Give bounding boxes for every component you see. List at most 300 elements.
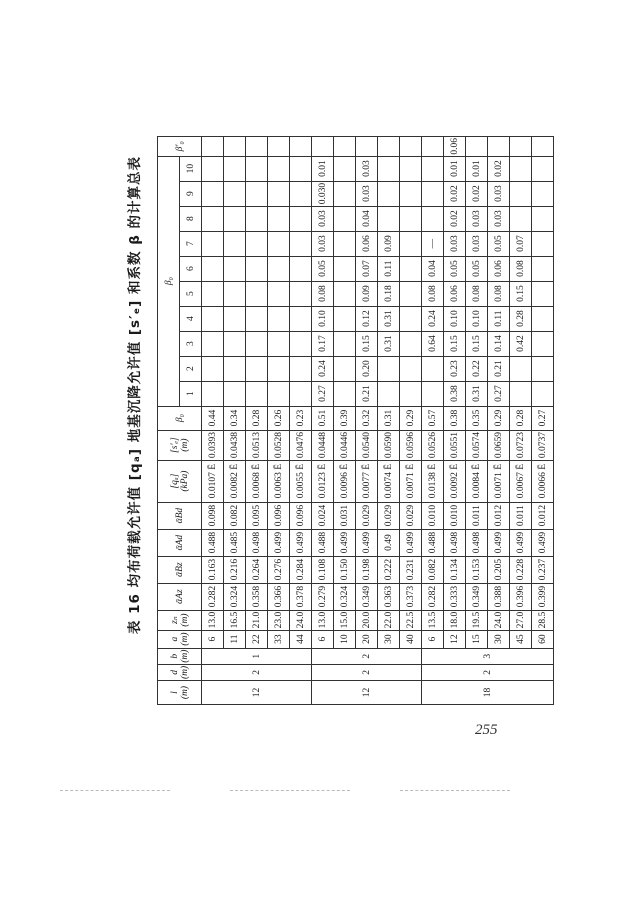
cell-z-7: 0.03	[444, 231, 466, 256]
cell-z-3: 0.14	[488, 331, 510, 356]
cell-z-7: 0.06	[356, 231, 378, 256]
cell-aAd: 0.498	[444, 529, 466, 556]
cell-zn: 13.0	[202, 610, 224, 630]
cell-z-5	[290, 281, 312, 306]
cell-z-9	[224, 181, 246, 206]
cell-a: 30	[488, 630, 510, 648]
cell-z-4	[202, 306, 224, 331]
cell-z-3: 0.15	[444, 331, 466, 356]
cell-z-9: 0.02	[444, 181, 466, 206]
cell-beta0-prime	[488, 136, 510, 156]
table-row	[246, 136, 268, 704]
cell-beta0-prime	[268, 136, 290, 156]
cell-a: 11	[224, 630, 246, 648]
cell-z-5: 0.18	[378, 281, 400, 306]
cell-se: 0.0528	[268, 430, 290, 460]
cell-z-3: 0.42	[510, 331, 532, 356]
cell-z-2: 0.21	[488, 356, 510, 381]
cell-aBd: 0.095	[246, 502, 268, 529]
cell-z-7	[290, 231, 312, 256]
cell-aBz: 0.153	[466, 556, 488, 583]
cell-se: 0.0526	[422, 430, 444, 460]
cell-z-1	[246, 381, 268, 406]
cell-z-2	[532, 356, 554, 381]
cell-aAd: 0.49	[378, 529, 400, 556]
cell-z-6	[224, 256, 246, 281]
cell-z-7: —	[422, 231, 444, 256]
scan-dash-middle	[230, 790, 350, 791]
cell-aBz: 0.231	[400, 556, 422, 583]
header-z-8: 8	[180, 206, 202, 231]
cell-z-7	[400, 231, 422, 256]
cell-z-9	[202, 181, 224, 206]
cell-aAd: 0.499	[290, 529, 312, 556]
cell-qa: 0.0063 Ē	[268, 460, 290, 502]
cell-z-4	[400, 306, 422, 331]
cell-z-9	[378, 181, 400, 206]
cell-z-1	[268, 381, 290, 406]
cell-z-7	[202, 231, 224, 256]
cell-z-4: 0.10	[466, 306, 488, 331]
table-row	[444, 136, 466, 704]
cell-z-3	[202, 331, 224, 356]
table-row	[334, 136, 356, 704]
cell-z-9	[510, 181, 532, 206]
cell-aAz: 0.373	[400, 583, 422, 610]
header-z-4: 4	[180, 306, 202, 331]
cell-z-10	[290, 156, 312, 181]
cell-z-5: 0.09	[356, 281, 378, 306]
cell-z-5	[334, 281, 356, 306]
cell-z-3: 0.31	[378, 331, 400, 356]
cell-aBd: 0.011	[466, 502, 488, 529]
cell-aAz: 0.324	[334, 583, 356, 610]
cell-qa: 0.0071 Ē	[400, 460, 422, 502]
cell-se: 0.0574	[466, 430, 488, 460]
scan-dash-left	[60, 790, 170, 791]
cell-aAd: 0.499	[268, 529, 290, 556]
cell-aAd: 0.499	[400, 529, 422, 556]
cell-b0: 0.29	[488, 406, 510, 430]
cell-beta0-prime	[202, 136, 224, 156]
cell-qa: 0.0074 Ē	[378, 460, 400, 502]
cell-z-8	[378, 206, 400, 231]
cell-z-2: 0.22	[466, 356, 488, 381]
cell-z-9	[400, 181, 422, 206]
cell-z-6: 0.04	[422, 256, 444, 281]
cell-aBz: 0.198	[356, 556, 378, 583]
cell-z-6	[246, 256, 268, 281]
cell-qa: 0.0071 Ē	[488, 460, 510, 502]
cell-se: 0.0737	[532, 430, 554, 460]
cell-z-3	[290, 331, 312, 356]
cell-aAz: 0.333	[444, 583, 466, 610]
cell-z-3: 0.64	[422, 331, 444, 356]
header-d: d (m)	[158, 664, 202, 680]
cell-z-10	[510, 156, 532, 181]
cell-se: 0.0596	[400, 430, 422, 460]
cell-aBd: 0.011	[510, 502, 532, 529]
cell-z-10	[378, 156, 400, 181]
cell-z-10	[268, 156, 290, 181]
header-z-6: 6	[180, 256, 202, 281]
cell-z-5	[202, 281, 224, 306]
cell-z-2	[224, 356, 246, 381]
header-z-5: 5	[180, 281, 202, 306]
table-row	[312, 136, 334, 704]
cell-aAz: 0.399	[532, 583, 554, 610]
cell-zn: 19.5	[466, 610, 488, 630]
cell-aBd: 0.010	[444, 502, 466, 529]
cell-z-8	[532, 206, 554, 231]
table-row	[356, 136, 378, 704]
cell-aBd: 0.010	[422, 502, 444, 529]
cell-z-2	[378, 356, 400, 381]
cell-z-9: 0.03	[488, 181, 510, 206]
cell-z-1: 0.27	[488, 381, 510, 406]
table-row	[488, 136, 510, 704]
header-z-10: 10	[180, 156, 202, 181]
cell-b0: 0.57	[422, 406, 444, 430]
cell-zn: 13.5	[422, 610, 444, 630]
cell-z-2	[510, 356, 532, 381]
cell-z-7	[224, 231, 246, 256]
cell-z-10: 0.02	[488, 156, 510, 181]
cell-z-3	[268, 331, 290, 356]
cell-z-6: 0.05	[466, 256, 488, 281]
cell-l: 12	[202, 681, 312, 705]
cell-aBz: 0.264	[246, 556, 268, 583]
cell-aAd: 0.488	[312, 529, 334, 556]
cell-qa: 0.0067 Ē	[510, 460, 532, 502]
cell-z-8	[246, 206, 268, 231]
header-z-9: 9	[180, 181, 202, 206]
cell-z-6: 0.06	[488, 256, 510, 281]
cell-z-10	[246, 156, 268, 181]
cell-z-4	[532, 306, 554, 331]
cell-b0: 0.35	[466, 406, 488, 430]
header-l: l (m)	[158, 681, 202, 705]
cell-aBz: 0.276	[268, 556, 290, 583]
cell-aAd: 0.488	[422, 529, 444, 556]
cell-aAd: 0.499	[334, 529, 356, 556]
cell-z-1	[422, 381, 444, 406]
cell-z-1: 0.31	[466, 381, 488, 406]
cell-z-6	[268, 256, 290, 281]
cell-z-8: 0.03	[488, 206, 510, 231]
cell-b0: 0.34	[224, 406, 246, 430]
header-z-2: 2	[180, 356, 202, 381]
cell-z-8	[422, 206, 444, 231]
cell-z-5	[268, 281, 290, 306]
cell-z-8	[224, 206, 246, 231]
header-zn: zₙ (m)	[158, 610, 202, 630]
data-table	[157, 136, 554, 705]
cell-se: 0.0446	[334, 430, 356, 460]
cell-aBz: 0.082	[422, 556, 444, 583]
cell-se: 0.0551	[444, 430, 466, 460]
cell-aBz: 0.237	[532, 556, 554, 583]
page-number: 255	[475, 722, 498, 738]
cell-aAd: 0.499	[488, 529, 510, 556]
cell-zn: 20.0	[356, 610, 378, 630]
cell-beta0-prime	[334, 136, 356, 156]
cell-z-1: 0.38	[444, 381, 466, 406]
rotated-table-page	[117, 85, 548, 705]
cell-aAz: 0.363	[378, 583, 400, 610]
header-z-3: 3	[180, 331, 202, 356]
cell-z-3	[334, 331, 356, 356]
cell-zn: 24.0	[290, 610, 312, 630]
header-aBd: ᾱBd	[158, 502, 202, 529]
cell-z-7: 0.05	[488, 231, 510, 256]
cell-z-2	[290, 356, 312, 381]
cell-aAz: 0.349	[356, 583, 378, 610]
cell-z-10: 0.01	[444, 156, 466, 181]
cell-aAd: 0.498	[466, 529, 488, 556]
cell-z-8: 0.03	[466, 206, 488, 231]
cell-b0: 0.26	[268, 406, 290, 430]
header-b: b (m)	[158, 648, 202, 664]
cell-a: 44	[290, 630, 312, 648]
cell-aAz: 0.279	[312, 583, 334, 610]
cell-z-9: 0.030	[312, 181, 334, 206]
cell-z-3	[400, 331, 422, 356]
cell-z-7: 0.03	[466, 231, 488, 256]
table-row	[400, 136, 422, 704]
cell-qa: 0.0066 Ē	[532, 460, 554, 502]
cell-b0: 0.23	[290, 406, 312, 430]
cell-qa: 0.0068 Ē	[246, 460, 268, 502]
cell-a: 40	[400, 630, 422, 648]
cell-z-9	[290, 181, 312, 206]
cell-beta0-prime	[378, 136, 400, 156]
cell-z-2	[422, 356, 444, 381]
cell-z-6: 0.11	[378, 256, 400, 281]
cell-z-10	[532, 156, 554, 181]
table-row	[422, 136, 444, 704]
cell-aBz: 0.108	[312, 556, 334, 583]
cell-z-6	[334, 256, 356, 281]
cell-aAz: 0.396	[510, 583, 532, 610]
cell-z-4: 0.28	[510, 306, 532, 331]
cell-z-1: 0.21	[356, 381, 378, 406]
cell-z-5: 0.08	[466, 281, 488, 306]
cell-z-9	[334, 181, 356, 206]
cell-se: 0.0659	[488, 430, 510, 460]
cell-z-3	[246, 331, 268, 356]
cell-z-7: 0.07	[510, 231, 532, 256]
cell-b0: 0.29	[400, 406, 422, 430]
header-qa: [qₐ] (kPa)	[158, 460, 202, 502]
cell-z-1	[202, 381, 224, 406]
cell-b0: 0.32	[356, 406, 378, 430]
cell-z-5: 0.08	[312, 281, 334, 306]
cell-aBd: 0.029	[356, 502, 378, 529]
cell-z-6: 0.05	[444, 256, 466, 281]
cell-aAd: 0.485	[224, 529, 246, 556]
cell-aBd: 0.024	[312, 502, 334, 529]
cell-se: 0.0476	[290, 430, 312, 460]
cell-z-5: 0.06	[444, 281, 466, 306]
cell-z-4	[290, 306, 312, 331]
cell-z-6	[400, 256, 422, 281]
cell-z-2: 0.23	[444, 356, 466, 381]
cell-aBz: 0.134	[444, 556, 466, 583]
cell-z-1	[378, 381, 400, 406]
cell-b0: 0.28	[510, 406, 532, 430]
cell-z-5	[400, 281, 422, 306]
cell-zn: 27.0	[510, 610, 532, 630]
cell-z-5: 0.08	[422, 281, 444, 306]
cell-aAz: 0.366	[268, 583, 290, 610]
table-row	[202, 136, 224, 704]
cell-z-4	[268, 306, 290, 331]
cell-a: 60	[532, 630, 554, 648]
cell-se: 0.0540	[356, 430, 378, 460]
cell-z-3: 0.15	[356, 331, 378, 356]
cell-z-5: 0.15	[510, 281, 532, 306]
cell-z-3	[532, 331, 554, 356]
cell-aAz: 0.282	[422, 583, 444, 610]
cell-a: 6	[202, 630, 224, 648]
cell-qa: 0.0096 Ē	[334, 460, 356, 502]
cell-beta0-prime	[312, 136, 334, 156]
cell-aBd: 0.029	[378, 502, 400, 529]
cell-aBz: 0.163	[202, 556, 224, 583]
cell-z-8: 0.03	[312, 206, 334, 231]
cell-d: 2	[312, 664, 422, 680]
cell-z-4: 0.10	[444, 306, 466, 331]
cell-z-4	[246, 306, 268, 331]
cell-a: 20	[356, 630, 378, 648]
cell-zn: 23.0	[268, 610, 290, 630]
cell-z-1	[334, 381, 356, 406]
cell-beta0-prime	[466, 136, 488, 156]
cell-z-1	[532, 381, 554, 406]
cell-z-2	[246, 356, 268, 381]
cell-z-10	[422, 156, 444, 181]
cell-a: 6	[422, 630, 444, 648]
cell-beta0-prime	[246, 136, 268, 156]
cell-z-2	[400, 356, 422, 381]
cell-aAd: 0.499	[510, 529, 532, 556]
header-aBz: ᾱBz	[158, 556, 202, 583]
table-row	[378, 136, 400, 704]
cell-b0: 0.28	[246, 406, 268, 430]
table-title: 表 16 均布荷载允许值 [qₐ] 地基沉降允许值 [s′ₑ] 和系数 β 的计算总表	[127, 155, 143, 635]
cell-z-4: 0.31	[378, 306, 400, 331]
cell-z-10	[400, 156, 422, 181]
cell-b0: 0.38	[444, 406, 466, 430]
cell-b: 2	[312, 648, 422, 664]
cell-a: 15	[466, 630, 488, 648]
cell-a: 30	[378, 630, 400, 648]
cell-aAz: 0.388	[488, 583, 510, 610]
cell-z-8	[510, 206, 532, 231]
cell-z-7	[246, 231, 268, 256]
cell-beta0-prime	[290, 136, 312, 156]
cell-se: 0.0448	[312, 430, 334, 460]
cell-aAz: 0.282	[202, 583, 224, 610]
cell-b0: 0.51	[312, 406, 334, 430]
cell-z-7	[532, 231, 554, 256]
cell-z-3: 0.17	[312, 331, 334, 356]
cell-aBd: 0.098	[202, 502, 224, 529]
cell-beta0-prime	[224, 136, 246, 156]
cell-beta0-prime	[510, 136, 532, 156]
cell-z-6	[290, 256, 312, 281]
cell-z-4: 0.12	[356, 306, 378, 331]
cell-z-8	[268, 206, 290, 231]
cell-d: 2	[422, 664, 554, 680]
cell-qa: 0.0092 Ē	[444, 460, 466, 502]
header-z-7: 7	[180, 231, 202, 256]
cell-z-3: 0.15	[466, 331, 488, 356]
cell-aBd: 0.029	[400, 502, 422, 529]
cell-z-8: 0.04	[356, 206, 378, 231]
cell-aAd: 0.498	[246, 529, 268, 556]
cell-aBz: 0.222	[378, 556, 400, 583]
cell-z-7	[334, 231, 356, 256]
cell-z-8	[202, 206, 224, 231]
header-se: [s′ₑ] (m)	[158, 430, 202, 460]
header-a: a (m)	[158, 630, 202, 648]
cell-a: 6	[312, 630, 334, 648]
table-row	[510, 136, 532, 704]
cell-z-2: 0.20	[356, 356, 378, 381]
cell-zn: 16.5	[224, 610, 246, 630]
cell-z-10	[202, 156, 224, 181]
cell-a: 10	[334, 630, 356, 648]
header-aAd: ᾱAd	[158, 529, 202, 556]
cell-z-5: 0.08	[488, 281, 510, 306]
cell-z-10: 0.01	[312, 156, 334, 181]
cell-qa: 0.0077 Ē	[356, 460, 378, 502]
cell-aBz: 0.228	[510, 556, 532, 583]
cell-aAz: 0.324	[224, 583, 246, 610]
cell-qa: 0.0055 Ē	[290, 460, 312, 502]
cell-z-9	[268, 181, 290, 206]
scan-dash-right	[400, 790, 510, 791]
cell-aBd: 0.012	[532, 502, 554, 529]
cell-a: 22	[246, 630, 268, 648]
cell-z-2	[334, 356, 356, 381]
cell-z-10: 0.03	[356, 156, 378, 181]
cell-z-4: 0.11	[488, 306, 510, 331]
cell-se: 0.0723	[510, 430, 532, 460]
header-beta0-group: β₀	[158, 156, 180, 406]
cell-zn: 15.0	[334, 610, 356, 630]
cell-z-1	[510, 381, 532, 406]
cell-qa: 0.0084 Ē	[466, 460, 488, 502]
cell-a: 45	[510, 630, 532, 648]
cell-beta0-prime	[532, 136, 554, 156]
cell-se: 0.0393	[202, 430, 224, 460]
cell-beta0-prime	[356, 136, 378, 156]
cell-qa: 0.0138 Ē	[422, 460, 444, 502]
cell-z-1: 0.27	[312, 381, 334, 406]
cell-z-9: 0.03	[356, 181, 378, 206]
cell-z-9: 0.02	[466, 181, 488, 206]
table-row	[290, 136, 312, 704]
cell-z-10	[334, 156, 356, 181]
cell-z-5	[246, 281, 268, 306]
cell-b0: 0.39	[334, 406, 356, 430]
cell-z-5	[532, 281, 554, 306]
table-row	[224, 136, 246, 704]
cell-b: 1	[202, 648, 312, 664]
